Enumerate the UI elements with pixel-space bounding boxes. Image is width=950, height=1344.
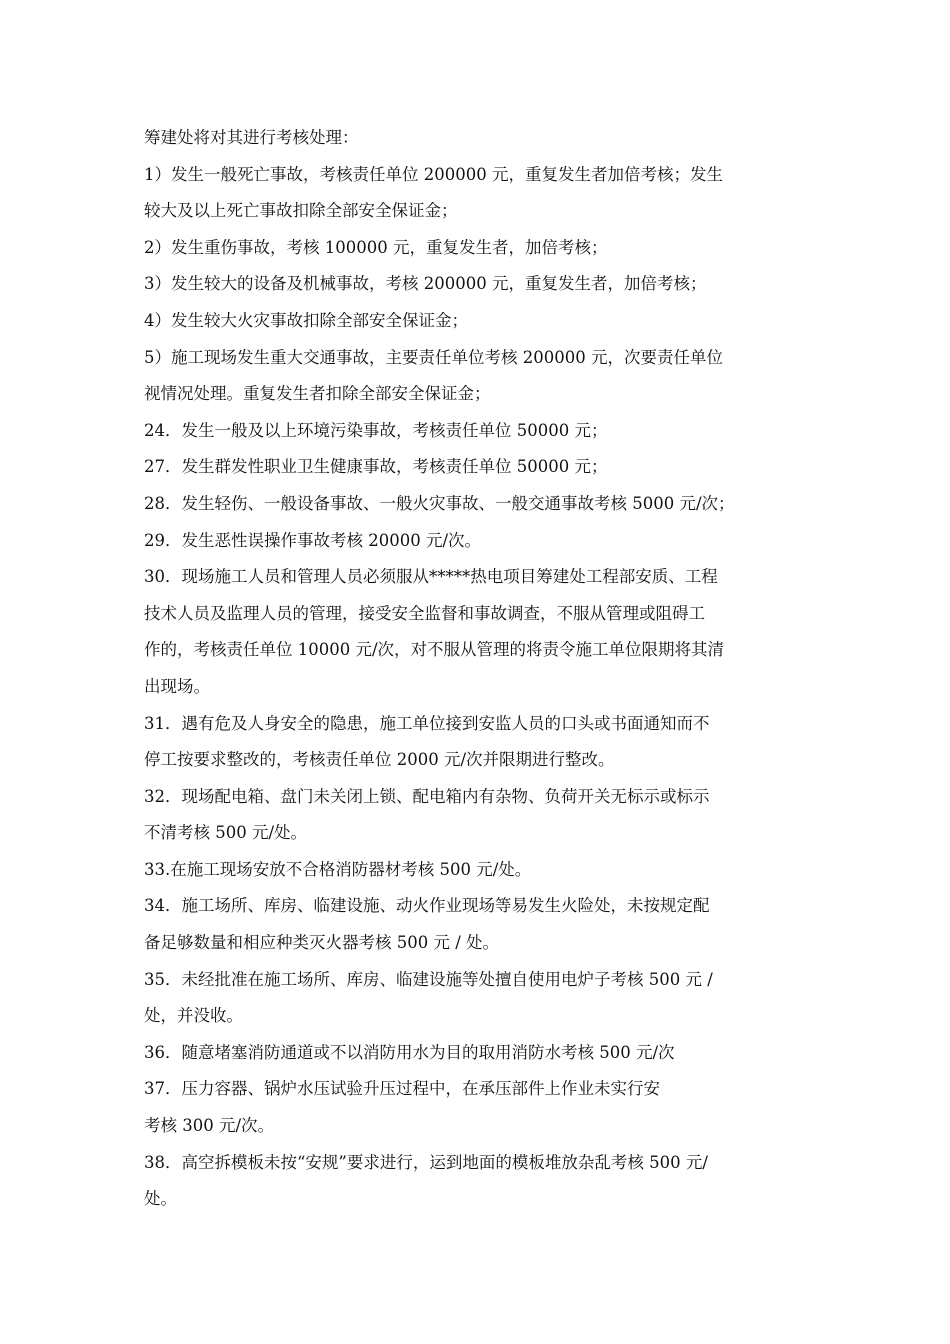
text-line: 技术人员及监理人员的管理，接受安全监督和事故调查，不服从管理或阻碍工 xyxy=(144,603,705,623)
document-body xyxy=(144,120,812,1218)
text-line: 30．现场施工人员和管理人员必须服从*****热电项目筹建处工程部安质、工程 xyxy=(144,567,718,587)
text-line: 5）施工现场发生重大交通事故，主要责任单位考核 200000 元，次要责任单位 xyxy=(144,347,723,367)
text-line: 3）发生较大的设备及机械事故，考核 200000 元，重复发生者，加倍考核； xyxy=(144,274,707,294)
text-line: 24．发生一般及以上环境污染事故，考核责任单位 50000 元； xyxy=(144,420,608,440)
text-line: 34．施工场所、库房、临建设施、动火作业现场等易发生火险处，未按规定配 xyxy=(144,896,710,916)
text-line: 36．随意堵塞消防通道或不以消防用水为目的取用消防水考核 500 元/次 xyxy=(144,1042,675,1062)
text-line: 35．未经批准在施工场所、库房、临建设施等处擅自使用电炉子考核 500 元 / xyxy=(144,969,713,989)
text-line: 不清考核 500 元/处。 xyxy=(144,823,308,843)
text-line: 停工按要求整改的，考核责任单位 2000 元/次并限期进行整改。 xyxy=(144,750,615,770)
text-line: 考核 300 元/次。 xyxy=(144,1116,275,1136)
text-line: 1）发生一般死亡事故，考核责任单位 200000 元，重复发生者加倍考核；发生 xyxy=(144,164,723,184)
text-line: 33.在施工现场安放不合格消防器材考核 500 元/处。 xyxy=(144,859,532,879)
text-line: 处，并没收。 xyxy=(144,1006,243,1026)
text-line: 视情况处理。重复发生者扣除全部安全保证金； xyxy=(144,384,491,404)
text-line: 28．发生轻伤、一般设备事故、一般火灾事故、一般交通事故考核 5000 元/次； xyxy=(144,493,735,513)
text-line: 27．发生群发性职业卫生健康事故，考核责任单位 50000 元； xyxy=(144,457,608,477)
text-line: 31．遇有危及人身安全的隐患，施工单位接到安监人员的口头或书面通知而不 xyxy=(144,713,710,733)
text-line: 38．高空拆模板未按“安规”要求进行，运到地面的模板堆放杂乱考核 500 元/ xyxy=(144,1152,708,1172)
text-line: 37．压力容器、锅炉水压试验升压过程中，在承压部件上作业未实行安 xyxy=(144,1079,660,1099)
text-line: 较大及以上死亡事故扣除全部安全保证金； xyxy=(144,201,458,221)
text-line: 4）发生较大火灾事故扣除全部安全保证金； xyxy=(144,310,468,330)
text-line: 29．发生恶性误操作事故考核 20000 元/次。 xyxy=(144,530,482,550)
text-line: 32．现场配电箱、盘门未关闭上锁、配电箱内有杂物、负荷开关无标示或标示 xyxy=(144,786,710,806)
text-line: 作的，考核责任单位 10000 元/次，对不服从管理的将责令施工单位限期将其清 xyxy=(144,640,725,660)
text-line: 备足够数量和相应种类灭火器考核 500 元 / 处。 xyxy=(144,933,500,953)
text-line: 筹建处将对其进行考核处理： xyxy=(144,128,359,147)
text-line: 出现场。 xyxy=(144,676,210,696)
text-line: 处。 xyxy=(144,1189,177,1209)
text-line: 2）发生重伤事故，考核 100000 元，重复发生者，加倍考核； xyxy=(144,237,608,257)
